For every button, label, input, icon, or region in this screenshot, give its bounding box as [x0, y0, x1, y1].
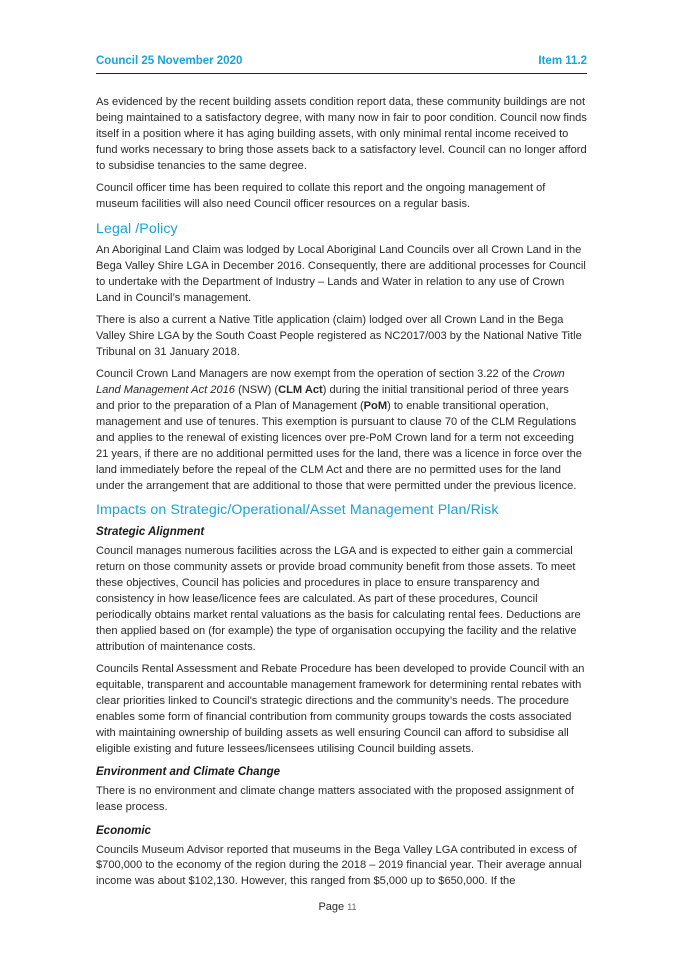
paragraph: An Aboriginal Land Claim was lodged by Local Aboriginal Land Councils over all Crown Land in the Bega Valley Shire LGA in December 2016. Consequently, there are additional processes for Council to undertake with the Department of Industry – Lands and Water in relation to any use of Crown Land in Council’s management. — [96, 243, 586, 304]
text-run: (NSW) ( — [234, 384, 279, 397]
paragraph — [96, 367, 588, 494]
section-heading-legal: Legal /Policy — [96, 220, 178, 237]
body-content — [96, 95, 588, 897]
paragraph: There is also a current a Native Title application (claim) lodged over all Crown Land in the Bega Valley Shire LGA by the South Coast People registered as NC2017/003 by the National Native Title Tribunal on 31 January 2018. — [96, 313, 582, 358]
defined-term: PoM — [363, 400, 388, 412]
meeting-date: Council 25 November 2020 — [96, 55, 243, 67]
page-footer — [0, 901, 675, 913]
subheading-strategic: Strategic Alignment — [96, 526, 205, 539]
paragraph: Councils Museum Advisor reported that museums in the Bega Valley LGA contributed in excess of $700,000 to the economy of the region during the 2018 – 2019 financial year. Their average annual income was about $102,130. However, this ranged from $5,000 up to $650,000. If the — [96, 843, 582, 888]
subheading-economic: Economic — [96, 824, 151, 837]
paragraph: Councils Rental Assessment and Rebate Procedure has been developed to provide Council with an equitable, transparent and accountable management framework for determining rental rebates with clear priorities linked to Council’s strategic directions and the community’s needs. The procedure enables some form of financial contribution from community groups towards the costs associated with maintaining ownership of building assets as well ensuring Council can afford to subsidise all eligible existing and future lessees/licensees utilising Council building assets. — [96, 663, 585, 755]
item-number: Item 11.2 — [538, 55, 587, 67]
text-run: Council Crown Land Managers are now exempt from the operation of section 3.22 of the — [96, 368, 533, 381]
paragraph: Council manages numerous facilities across the LGA and is expected to either gain a commercial return on those community assets or provide broad community benefit from those assets. To meet these objectives, Council has policies and procedures in place to ensure transparency and consistency in how lease/licence fees are calculated. As part of these procedures, Council periodically obtains market rental valuations as the basis for calculating rental fees. Deductions are then applied based on (for example) the type of organisation occupying the facility and the relative attribution of maintenance costs. — [96, 545, 581, 653]
section-heading-impacts: Impacts on Strategic/Operational/Asset Management Plan/Risk — [96, 502, 499, 519]
text-run: ) during the initial transitional period of three years and prior to the preparation of a Plan of Management ( — [96, 384, 569, 412]
page-label: Page — [318, 901, 345, 913]
paragraph: There is no environment and climate change matters associated with the proposed assignment of lease process. — [96, 785, 574, 814]
subheading-environment: Environment and Climate Change — [96, 766, 281, 779]
act-title: Crown Land Management Act 2016 — [96, 368, 565, 397]
header-rule — [96, 73, 587, 74]
page-number: 11 — [347, 902, 357, 912]
paragraph: Council officer time has been required to collate this report and the ongoing management of museum facilities will also need Council officer resources on a regular basis. — [96, 182, 546, 210]
text-run: ) to enable transitional operation, management and use of tenures. This exemption is pursuant to clause 70 of the CLM Regulations and applies to the renewal of existing licences over pre-PoM Crown land for a term not exceeding 21 years, if there are no additional permitted uses for the land, there was a licence in force over the land immediately before the repeal of the CLM Act and there are no permitted uses for the land under the arrangement that are additional to those that were permitted under the previous licence. — [96, 400, 582, 492]
page-header — [96, 55, 587, 67]
paragraph: As evidenced by the recent building assets condition report data, these community buildings are not being maintained to a satisfactory degree, with many now in fair to poor condition. Council now finds itself in a position where it has aging building assets, with only minimal rental income received to fund works necessary to bring those assets back to a satisfactory level. Council can no longer afford to subsidise tenancies to the same degree. — [96, 96, 587, 172]
defined-term: CLM Act — [278, 384, 323, 397]
